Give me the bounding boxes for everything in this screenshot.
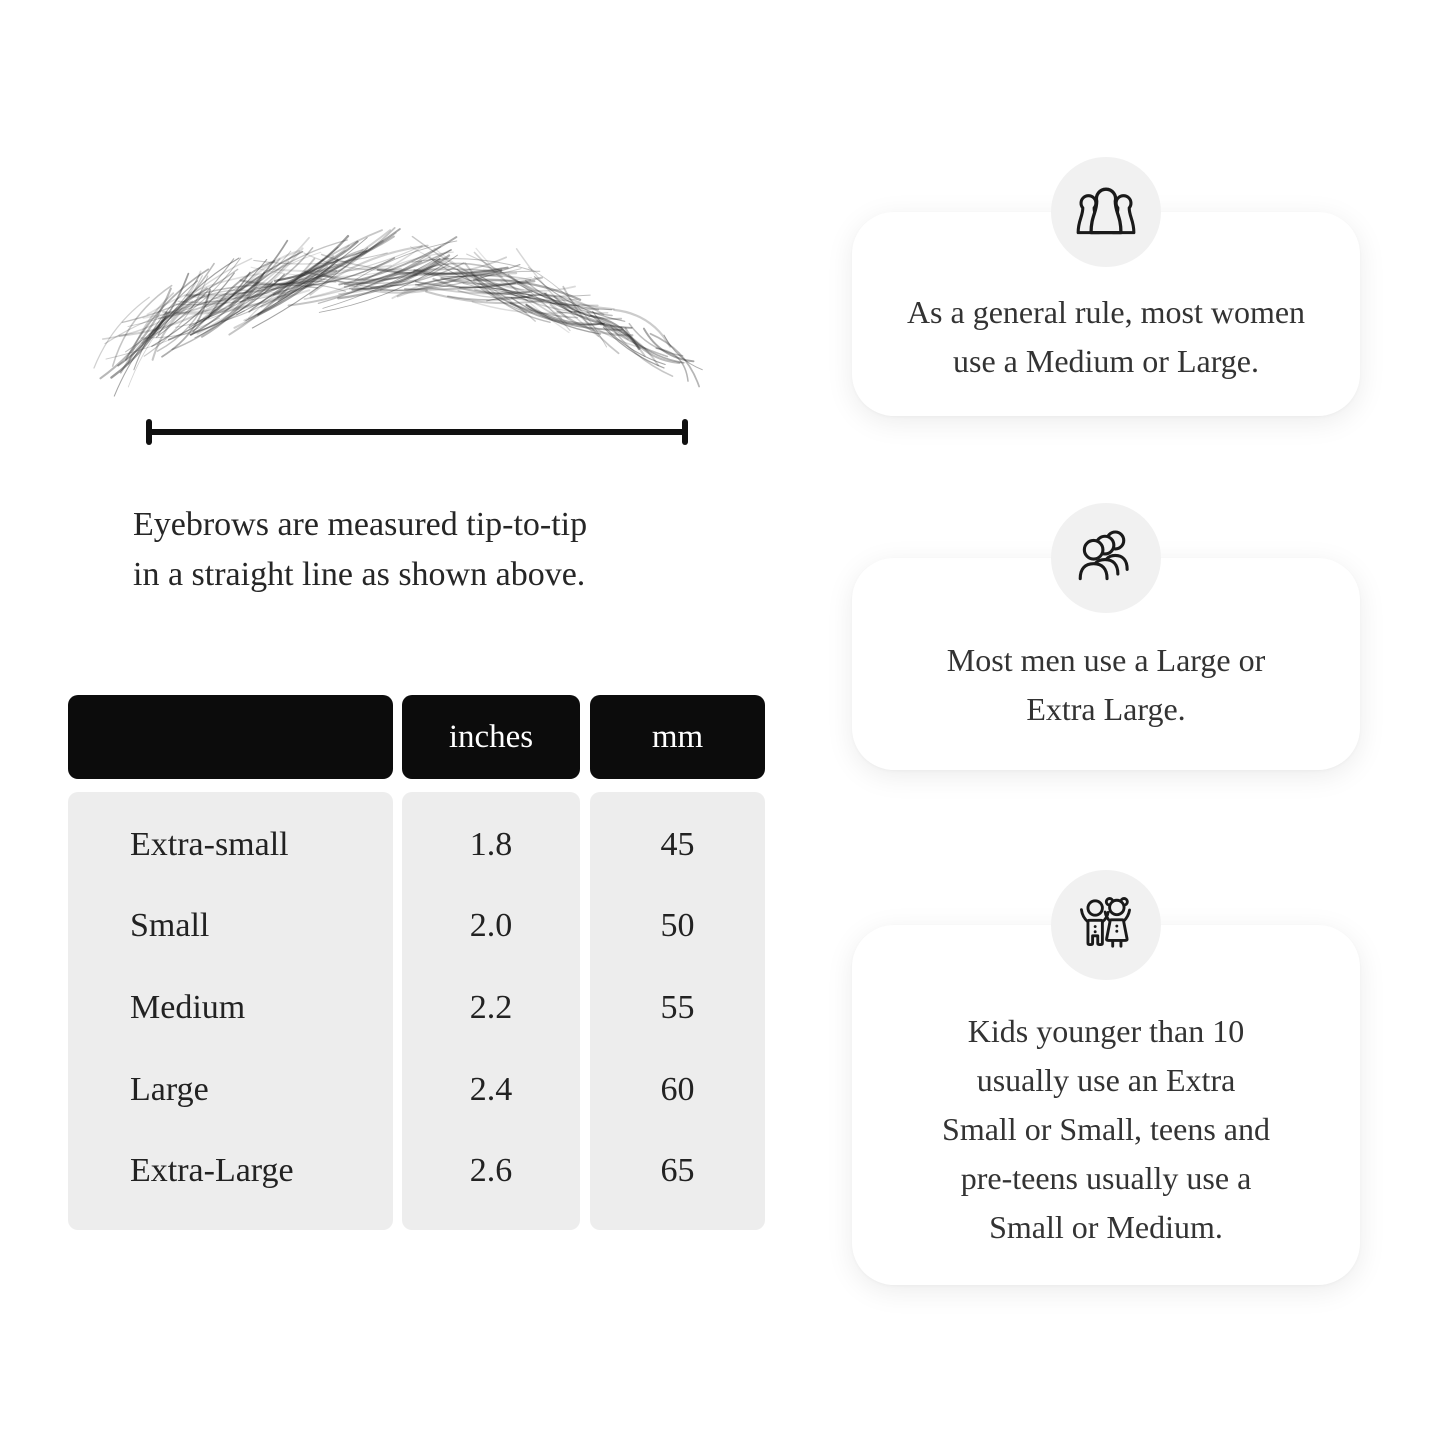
card-text (862, 1007, 1350, 1252)
measurement-line (146, 419, 688, 445)
header-cell-inches: inches (402, 695, 580, 779)
measurement-right-tick (682, 419, 688, 445)
eyebrow-illustration (118, 238, 703, 390)
measurement-bar (146, 429, 688, 435)
table-cell-mm: 60 (660, 1070, 695, 1108)
card-text (862, 288, 1350, 386)
card-text-line: usually use an Extra (976, 1062, 1236, 1098)
header-cell-mm: mm (590, 695, 765, 779)
icon-badge (1051, 503, 1161, 613)
card-text-line: pre-teens usually use a (960, 1160, 1252, 1196)
men-group-icon (1073, 525, 1139, 591)
card-text-line: use a Medium or Large. (953, 343, 1259, 379)
table-cell-size: Extra-Large (130, 1152, 294, 1190)
table-cell-inches: 1.8 (469, 825, 513, 863)
card-text-line: Small or Medium. (989, 1209, 1223, 1245)
icon-badge (1051, 157, 1161, 267)
card-text (862, 636, 1350, 734)
table-cell-mm: 65 (660, 1152, 695, 1190)
card-text-line: Kids younger than 10 (967, 1013, 1245, 1049)
card-text-line: Small or Small, teens and (942, 1111, 1270, 1147)
women-group-icon (1073, 179, 1139, 245)
table-cell-inches: 2.0 (469, 907, 513, 945)
info-card-men (852, 558, 1360, 770)
measurement-caption (133, 500, 587, 600)
info-card-kids (852, 925, 1360, 1285)
table-cell-mm: 50 (660, 907, 695, 945)
table-cell-size: Extra-small (130, 825, 289, 863)
mm-column (590, 792, 765, 1230)
info-card-women (852, 212, 1360, 416)
card-text-line: As a general rule, most women (906, 294, 1306, 330)
card-text-line: Extra Large. (1026, 691, 1186, 727)
size-name-column (68, 792, 393, 1230)
inches-column (402, 792, 580, 1230)
table-cell-inches: 2.2 (469, 988, 513, 1026)
table-cell-size: Small (130, 907, 210, 945)
size-table (68, 695, 765, 1230)
header-cell-size (68, 695, 393, 779)
kids-icon (1073, 892, 1139, 958)
caption-line: in a straight line as shown above. (133, 556, 586, 593)
table-cell-inches: 2.6 (469, 1152, 513, 1190)
table-cell-size: Medium (130, 988, 246, 1026)
table-cell-size: Large (130, 1070, 209, 1108)
card-text-line: Most men use a Large or (946, 642, 1266, 678)
table-cell-mm: 55 (660, 988, 695, 1026)
table-cell-inches: 2.4 (469, 1070, 513, 1108)
icon-badge (1051, 870, 1161, 980)
caption-line: Eyebrows are measured tip-to-tip (133, 506, 588, 543)
table-cell-mm: 45 (660, 825, 695, 863)
